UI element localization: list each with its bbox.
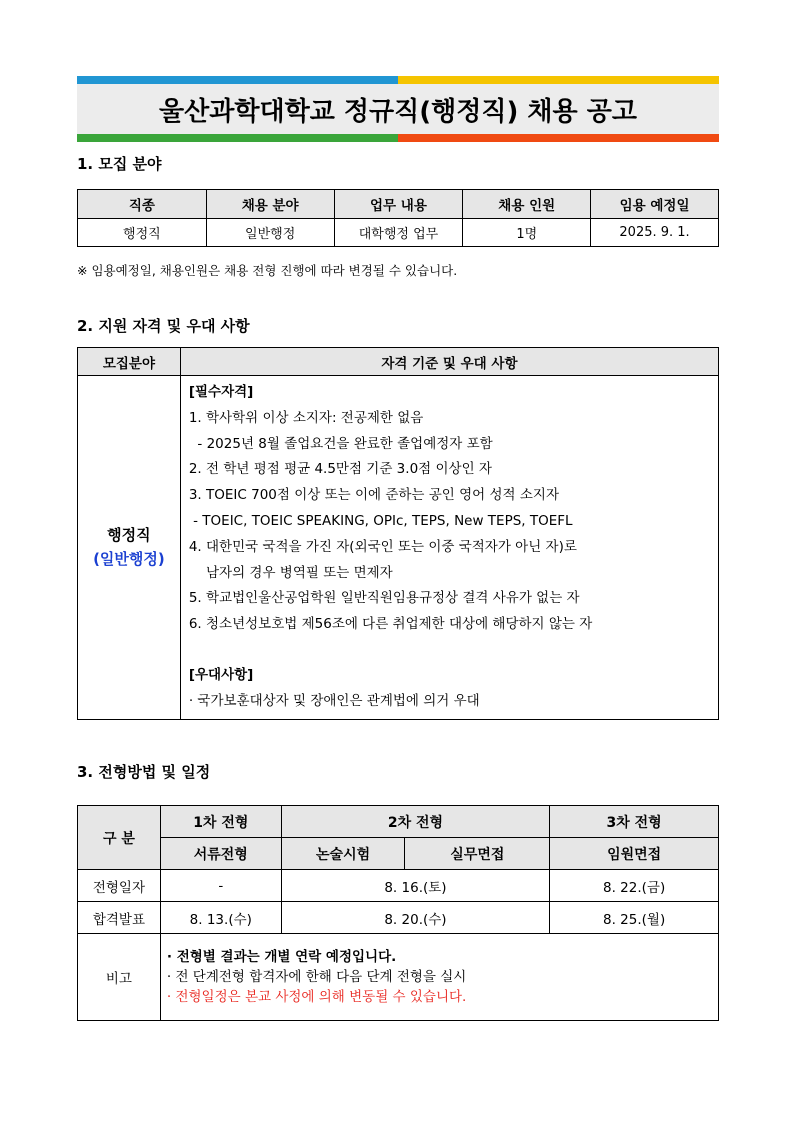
header-executive-interview: 임원면접 (550, 838, 719, 870)
header-practical-interview: 실무면접 (405, 838, 550, 870)
table-row (78, 902, 719, 934)
table-row (78, 376, 719, 720)
job-name: 행정직 (107, 526, 151, 545)
section1-heading: 1. 모집 분야 (77, 155, 162, 173)
row-label-date: 전형일자 (78, 870, 161, 902)
header-field: 채용 분야 (206, 190, 334, 219)
schedule-table (77, 805, 719, 1021)
remark-cell (160, 934, 718, 1021)
title-banner (77, 76, 719, 142)
remark-item: · 전형별 결과는 개별 연락 예정입니다. (166, 949, 397, 965)
table-row (78, 219, 719, 247)
cell-headcount: 1명 (463, 219, 591, 247)
spacer (189, 638, 710, 663)
cell-stage2-date: 8. 16.(토) (281, 870, 550, 902)
required-item: 4. 대한민국 국적을 가진 자(외국인 또는 이중 국적자가 아닌 자)로 (188, 538, 577, 555)
preferred-item: · 국가보훈대상자 및 장애인은 관계법에 의거 우대 (188, 692, 480, 709)
header-job-type: 직종 (78, 190, 207, 219)
notice-text: ※ 임용예정일, 채용인원은 채용 전형 진행에 따라 변경될 수 있습니다. (77, 263, 458, 278)
header-field: 모집분야 (78, 348, 181, 376)
required-item: 6. 청소년성보호법 제56조에 다른 취업제한 대상에 해당하지 않는 자 (188, 616, 593, 633)
cell-stage3-result: 8. 25.(월) (550, 902, 719, 934)
qualification-table (77, 347, 719, 720)
header-qualification: 자격 기준 및 우대 사항 (180, 348, 718, 376)
header-stage1: 1차 전형 (160, 806, 281, 838)
job-subfield: (일반행정) (93, 550, 165, 569)
section2-heading: 2. 지원 자격 및 우대 사항 (77, 317, 250, 335)
cell-stage2-result: 8. 20.(수) (281, 902, 550, 934)
cell-job-type: 행정직 (78, 219, 207, 247)
cell-start-date: 2025. 9. 1. (591, 219, 719, 247)
title-band (77, 84, 719, 134)
remark-item: · 전 단계전형 합격자에 한해 다음 단계 전형을 실시 (166, 969, 467, 985)
header-stage3: 3차 전형 (550, 806, 719, 838)
page-title: 울산과학대학교 정규직(행정직) 채용 공고 (159, 96, 637, 127)
required-item: - 2025년 8월 졸업요건을 완료한 졸업예정자 포함 (188, 435, 493, 452)
row-label-result: 합격발표 (78, 902, 161, 934)
required-item: 남자의 경우 병역필 또는 면제자 (188, 564, 393, 581)
stripe-blue (77, 76, 398, 84)
header-start-date: 임용 예정일 (591, 190, 719, 219)
cell-stage1-result: 8. 13.(수) (160, 902, 281, 934)
cell-stage3-date: 8. 22.(금) (550, 870, 719, 902)
required-item: 1. 학사학위 이상 소지자: 전공제한 없음 (188, 409, 424, 426)
cell-stage1-date: - (160, 870, 281, 902)
cell-duty: 대학행정 업무 (334, 219, 463, 247)
required-item: 5. 학교법인울산공업학원 일반직원임용규정상 결격 사유가 없는 자 (188, 590, 580, 607)
header-stage2: 2차 전형 (281, 806, 550, 838)
table-row (78, 870, 719, 902)
required-title: [필수자격] (188, 384, 254, 400)
qualification-cell (180, 376, 718, 720)
header-essay-exam: 논술시험 (281, 838, 405, 870)
header-document-screening: 서류전형 (160, 838, 281, 870)
header-duty: 업무 내용 (334, 190, 463, 219)
stripe-yellow (398, 76, 719, 84)
preferred-title: [우대사항] (188, 666, 254, 683)
required-item: - TOEIC, TOEIC SPEAKING, OPIc, TEPS, New TEPS, TOEFL (188, 512, 573, 529)
stripe-orange (398, 134, 719, 142)
row-label-remark: 비고 (78, 934, 161, 1021)
recruitment-table (77, 189, 719, 247)
job-cell (78, 376, 181, 720)
required-item: 2. 전 학년 평점 평균 4.5만점 기준 3.0점 이상인 자 (188, 461, 492, 478)
required-item: 3. TOEIC 700점 이상 또는 이에 준하는 공인 영어 성적 소지자 (188, 487, 559, 504)
stripe-green (77, 134, 398, 142)
cell-field: 일반행정 (206, 219, 334, 247)
section3-heading: 3. 전형방법 및 일정 (77, 763, 211, 781)
header-category: 구 분 (78, 806, 161, 870)
header-headcount: 채용 인원 (463, 190, 591, 219)
remark-item: · 전형일정은 본교 사정에 의해 변동될 수 있습니다. (166, 989, 467, 1005)
table-row (78, 934, 719, 1021)
